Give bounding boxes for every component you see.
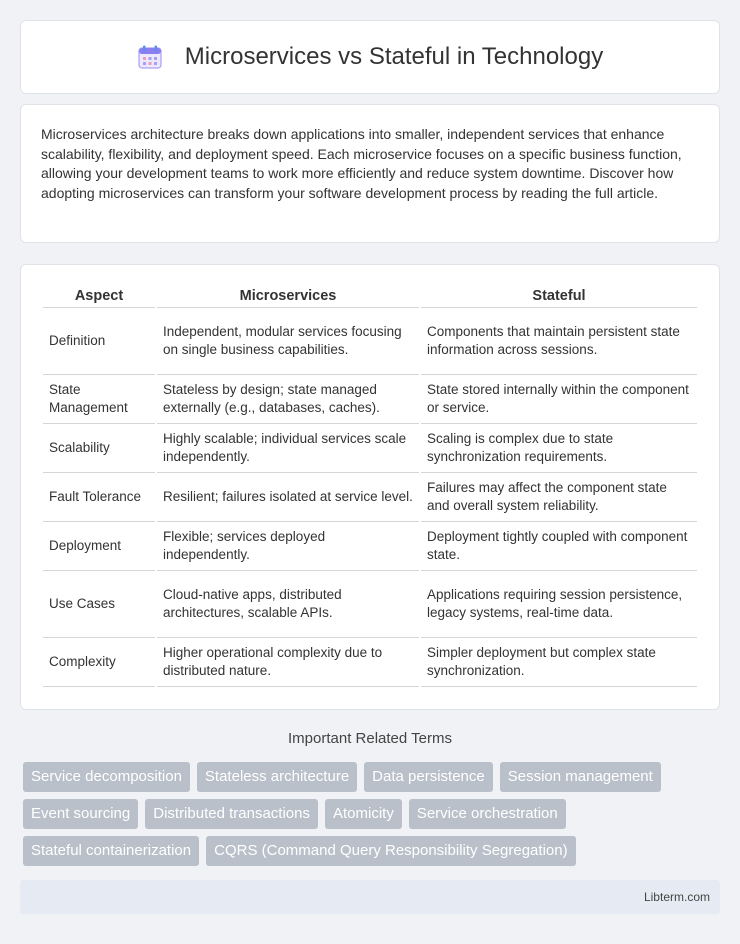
table-row [43,571,697,638]
related-term-tag[interactable]: Service orchestration [409,799,566,829]
table-cell-microservices: Higher operational complexity due to distributed nature. [157,638,419,687]
related-term-tag[interactable]: CQRS (Command Query Responsibility Segregation) [206,836,575,866]
table-cell-stateful: Simpler deployment but complex state synchronization. [421,638,697,687]
related-term-tag[interactable]: Stateful containerization [23,836,199,866]
table-row [43,308,697,375]
table-cell-microservices: Cloud-native apps, distributed architectures, scalable APIs. [157,571,419,638]
table-cell-microservices: Resilient; failures isolated at service level. [157,473,419,522]
table-cell-aspect: Scalability [43,424,155,473]
related-term-tag[interactable]: Service decomposition [23,762,190,792]
related-term-tag[interactable]: Atomicity [325,799,402,829]
table-cell-stateful: State stored internally within the component or service. [421,375,697,424]
intro-text: Microservices architecture breaks down applications into smaller, independent services that enhance scalability, flexibility, and deployment speed. Each microservice focuses on a specific business function, allowing your development teams to work more efficiently and reduce system downtime. Discover how adopting microservices can transform your software development process by reading the full article. [41,126,682,201]
table-cell-microservices: Independent, modular services focusing on single business capabilities. [157,308,419,375]
table-cell-aspect: Complexity [43,638,155,687]
related-term-tag[interactable]: Distributed transactions [145,799,318,829]
related-term-tag[interactable]: Event sourcing [23,799,138,829]
intro-card [20,104,720,243]
table-cell-aspect: Fault Tolerance [43,473,155,522]
related-terms-heading: Important Related Terms [288,730,452,747]
table-cell-aspect: Deployment [43,522,155,571]
table-cell-aspect: State Management [43,375,155,424]
comparison-table [41,285,699,687]
related-term-tag[interactable]: Stateless architecture [197,762,357,792]
table-cell-stateful: Components that maintain persistent state information across sessions. [421,308,697,375]
calendar-icon [137,44,163,70]
table-cell-stateful: Scaling is complex due to state synchronization requirements. [421,424,697,473]
table-cell-stateful: Deployment tightly coupled with component state. [421,522,697,571]
table-cell-microservices: Highly scalable; individual services scale independently. [157,424,419,473]
page-title: Microservices vs Stateful in Technology [184,43,604,70]
table-cell-microservices: Stateless by design; state managed externally (e.g., databases, caches). [157,375,419,424]
footer [20,880,720,914]
header-aspect: Aspect [43,285,155,308]
comparison-card [20,264,720,710]
table-row [43,638,697,687]
table-cell-stateful: Failures may affect the component state and overall system reliability. [421,473,697,522]
related-term-tag[interactable]: Data persistence [364,762,493,792]
table-row [43,473,697,522]
header-stateful: Stateful [421,285,697,308]
table-row [43,375,697,424]
table-cell-aspect: Use Cases [43,571,155,638]
table-cell-microservices: Flexible; services deployed independently. [157,522,419,571]
title-card [20,20,720,94]
table-row [43,424,697,473]
header-microservices: Microservices [157,285,419,308]
table-header-row [43,285,697,308]
table-cell-aspect: Definition [43,308,155,375]
table-cell-stateful: Applications requiring session persistence, legacy systems, real-time data. [421,571,697,638]
related-terms-list [23,762,723,866]
table-row [43,522,697,571]
related-term-tag[interactable]: Session management [500,762,661,792]
footer-site-link[interactable]: Libterm.com [643,890,710,904]
